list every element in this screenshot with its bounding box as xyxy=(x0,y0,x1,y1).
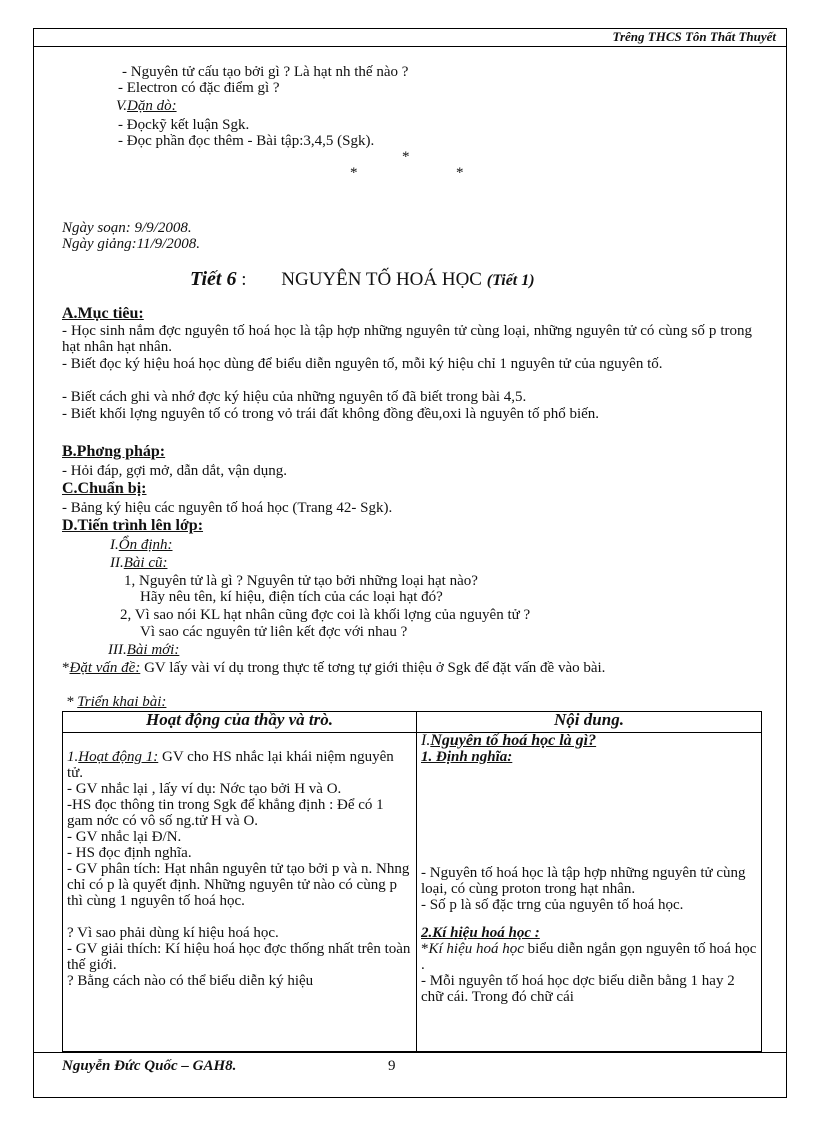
section-v-number: V. xyxy=(116,98,127,114)
objective-4: - Biết khối lợng nguyên tố có trong vỏ trái đất không đồng đều,oxi là nguyên tố phổ biến. xyxy=(62,406,600,422)
separator-star-3: * xyxy=(456,165,464,181)
development-label: Triển khai bài: xyxy=(77,694,167,710)
lesson-development xyxy=(66,694,166,710)
section-v xyxy=(116,98,177,114)
development-star: * xyxy=(66,694,74,710)
step-old-lesson-label: Bài cũ: xyxy=(123,555,168,571)
activity-line: - GV nhắc lại Đ/N. xyxy=(67,829,182,845)
activity-cell xyxy=(67,733,412,1051)
activity-table xyxy=(62,711,762,1052)
lesson-part: (Tiết 1) xyxy=(486,272,535,289)
content-symbol-desc: biểu diễn ngắn gọn nguyên tố hoá học . xyxy=(421,941,757,973)
objective-1: - Học sinh nắm đợc nguyên tố hoá học là tập hợp những nguyên tử cùng loại, những nguyên tử có cùng số p trong hạt nhân hạt nhân. xyxy=(62,323,752,355)
activity-line: - GV giải thích: Kí hiệu hoá học đợc thống nhất trên toàn thế giới. xyxy=(67,941,411,973)
content-symbol-star: * xyxy=(421,941,429,957)
content-definition-2: - Số p là số đặc trng của nguyên tố hoá học. xyxy=(421,897,684,913)
problem-statement xyxy=(62,660,752,676)
activity-1-text: GV cho HS nhắc lại khái niệm nguyên tử. xyxy=(67,749,394,781)
old-question-1a: 1, Nguyên tử là gì ? Nguyên tử tạo bởi những loại hạt nào? xyxy=(124,573,478,589)
homework-line-2: - Đọc phần đọc thêm - Bài tập:3,4,5 (Sgk). xyxy=(118,133,375,149)
old-question-2b: Vì sao các nguyên tử liên kết đợc với nhau ? xyxy=(140,624,408,640)
step-old-lesson-number: II. xyxy=(110,555,124,571)
activity-line: - HS đọc định nghĩa. xyxy=(67,845,192,861)
separator-star-2: * xyxy=(350,165,358,181)
step-new-lesson xyxy=(108,642,179,658)
content-symbol-text xyxy=(421,941,757,973)
step-stabilize-label: Ổn định: xyxy=(118,537,173,553)
lesson-topic: NGUYÊN TỐ HOÁ HỌC xyxy=(281,269,482,290)
old-question-1b: Hãy nêu tên, kí hiệu, điện tích của các loại hạt đó? xyxy=(140,589,443,605)
objectives-heading: A.Mục tiêu: xyxy=(62,305,144,322)
old-question-2a: 2, Vì sao nói KL hạt nhân cũng đợc coi là khối lợng của nguyên tử ? xyxy=(120,607,531,623)
date-prepared: Ngày soạn: 9/9/2008. xyxy=(62,220,192,236)
content-section-1 xyxy=(421,733,757,749)
page-number: 9 xyxy=(388,1058,396,1074)
lesson-number: Tiết 6 xyxy=(190,268,237,290)
activity-1-label: Hoạt động 1: xyxy=(78,749,159,765)
date-taught: Ngày giảng:11/9/2008. xyxy=(62,236,201,252)
title-colon: : xyxy=(241,269,247,290)
lesson-title xyxy=(190,268,535,291)
content-section-1-number: I. xyxy=(421,733,431,749)
method-text: - Hỏi đáp, gợi mở, dẫn dắt, vận dụng. xyxy=(62,463,287,479)
preparation-text: - Bảng ký hiệu các nguyên tố hoá học (Trang 42- Sgk). xyxy=(62,500,393,516)
objective-3: - Biết cách ghi và nhớ đợc ký hiệu của những nguyên tố đã biết trong bài 4,5. xyxy=(62,389,527,405)
step-stabilize-number: I. xyxy=(110,537,119,553)
column-content: Nội dung. xyxy=(417,712,762,733)
activity-line: - GV phân tích: Hạt nhân nguyên tử tạo bởi p và n. Nhng chỉ có p là quyết định. Những nguyên tử nào có cùng p thì cùng 1 nguyên tố hoá học. xyxy=(67,861,410,909)
content-symbol-label: Kí hiệu hoá học xyxy=(428,941,524,957)
activity-1 xyxy=(67,749,412,781)
objective-2: - Biết đọc ký hiệu hoá học dùng để biểu diễn nguyên tố, mỗi ký hiệu chỉ 1 nguyên tử của nguyên tố. xyxy=(62,356,663,372)
content-symbol-line: - Mỗi nguyên tố hoá học dợc biểu diễn bằng 1 hay 2 chữ cái. Trong đó chữ cái xyxy=(421,973,735,1005)
review-question-2: - Electron có đặc điểm gì ? xyxy=(118,80,280,96)
preparation-heading: C.Chuẩn bị: xyxy=(62,480,147,497)
activity-line: ? Bằng cách nào có thể biểu diễn ký hiệu xyxy=(67,973,314,989)
review-question-1: - Nguyên tử cấu tạo bởi gì ? Là hạt nh thế nào ? xyxy=(122,64,409,80)
step-old-lesson xyxy=(110,555,167,571)
footer-rule xyxy=(33,1052,786,1053)
footer-author: Nguyễn Đức Quốc – GAH8. xyxy=(62,1058,237,1074)
step-new-lesson-label: Bài mới: xyxy=(126,642,180,658)
content-symbol-heading: 2.Kí hiệu hoá học : xyxy=(421,925,540,941)
separator-star-1: * xyxy=(402,149,410,165)
content-cell xyxy=(421,733,757,1051)
activity-line: - GV nhắc lại , lấy ví dụ: Nớc tạo bởi H và O. xyxy=(67,781,342,797)
school-name: Trêng THCS Tôn Thất Thuyết xyxy=(612,29,776,44)
activity-line: -HS đọc thông tin trong Sgk để khẳng định : Để có 1 gam nớc có vô số ng.tử H và O. xyxy=(67,797,384,829)
step-stabilize xyxy=(110,537,173,553)
activity-line: ? Vì sao phải dùng kí hiệu hoá học. xyxy=(67,925,279,941)
content-definition-heading: 1. Định nghĩa: xyxy=(421,749,513,765)
column-teacher-student: Hoạt động của thầy và trò. xyxy=(63,712,417,733)
problem-text: GV lấy vài ví dụ trong thực tế tơng tự giới thiệu ở Sgk để đặt vấn đề vào bài. xyxy=(144,660,606,676)
content-definition-1: - Nguyên tố hoá học là tập hợp những nguyên tử cùng loại, có cùng proton trong hạt nhân. xyxy=(421,865,746,897)
activity-1-number: 1. xyxy=(67,749,79,765)
problem-star: * xyxy=(62,660,70,676)
content-section-1-title: Nguyên tố hoá học là gì? xyxy=(430,733,597,749)
method-heading: B.Phơng pháp: xyxy=(62,443,166,460)
step-new-lesson-number: III. xyxy=(108,642,127,658)
section-v-label: Dặn dò: xyxy=(126,98,177,114)
problem-label: Đặt vấn đề: xyxy=(69,660,141,676)
procedure-heading: D.Tiến trình lên lớp: xyxy=(62,517,204,534)
header-rule xyxy=(33,46,786,47)
homework-line-1: - Đọckỹ kết luận Sgk. xyxy=(118,117,250,133)
